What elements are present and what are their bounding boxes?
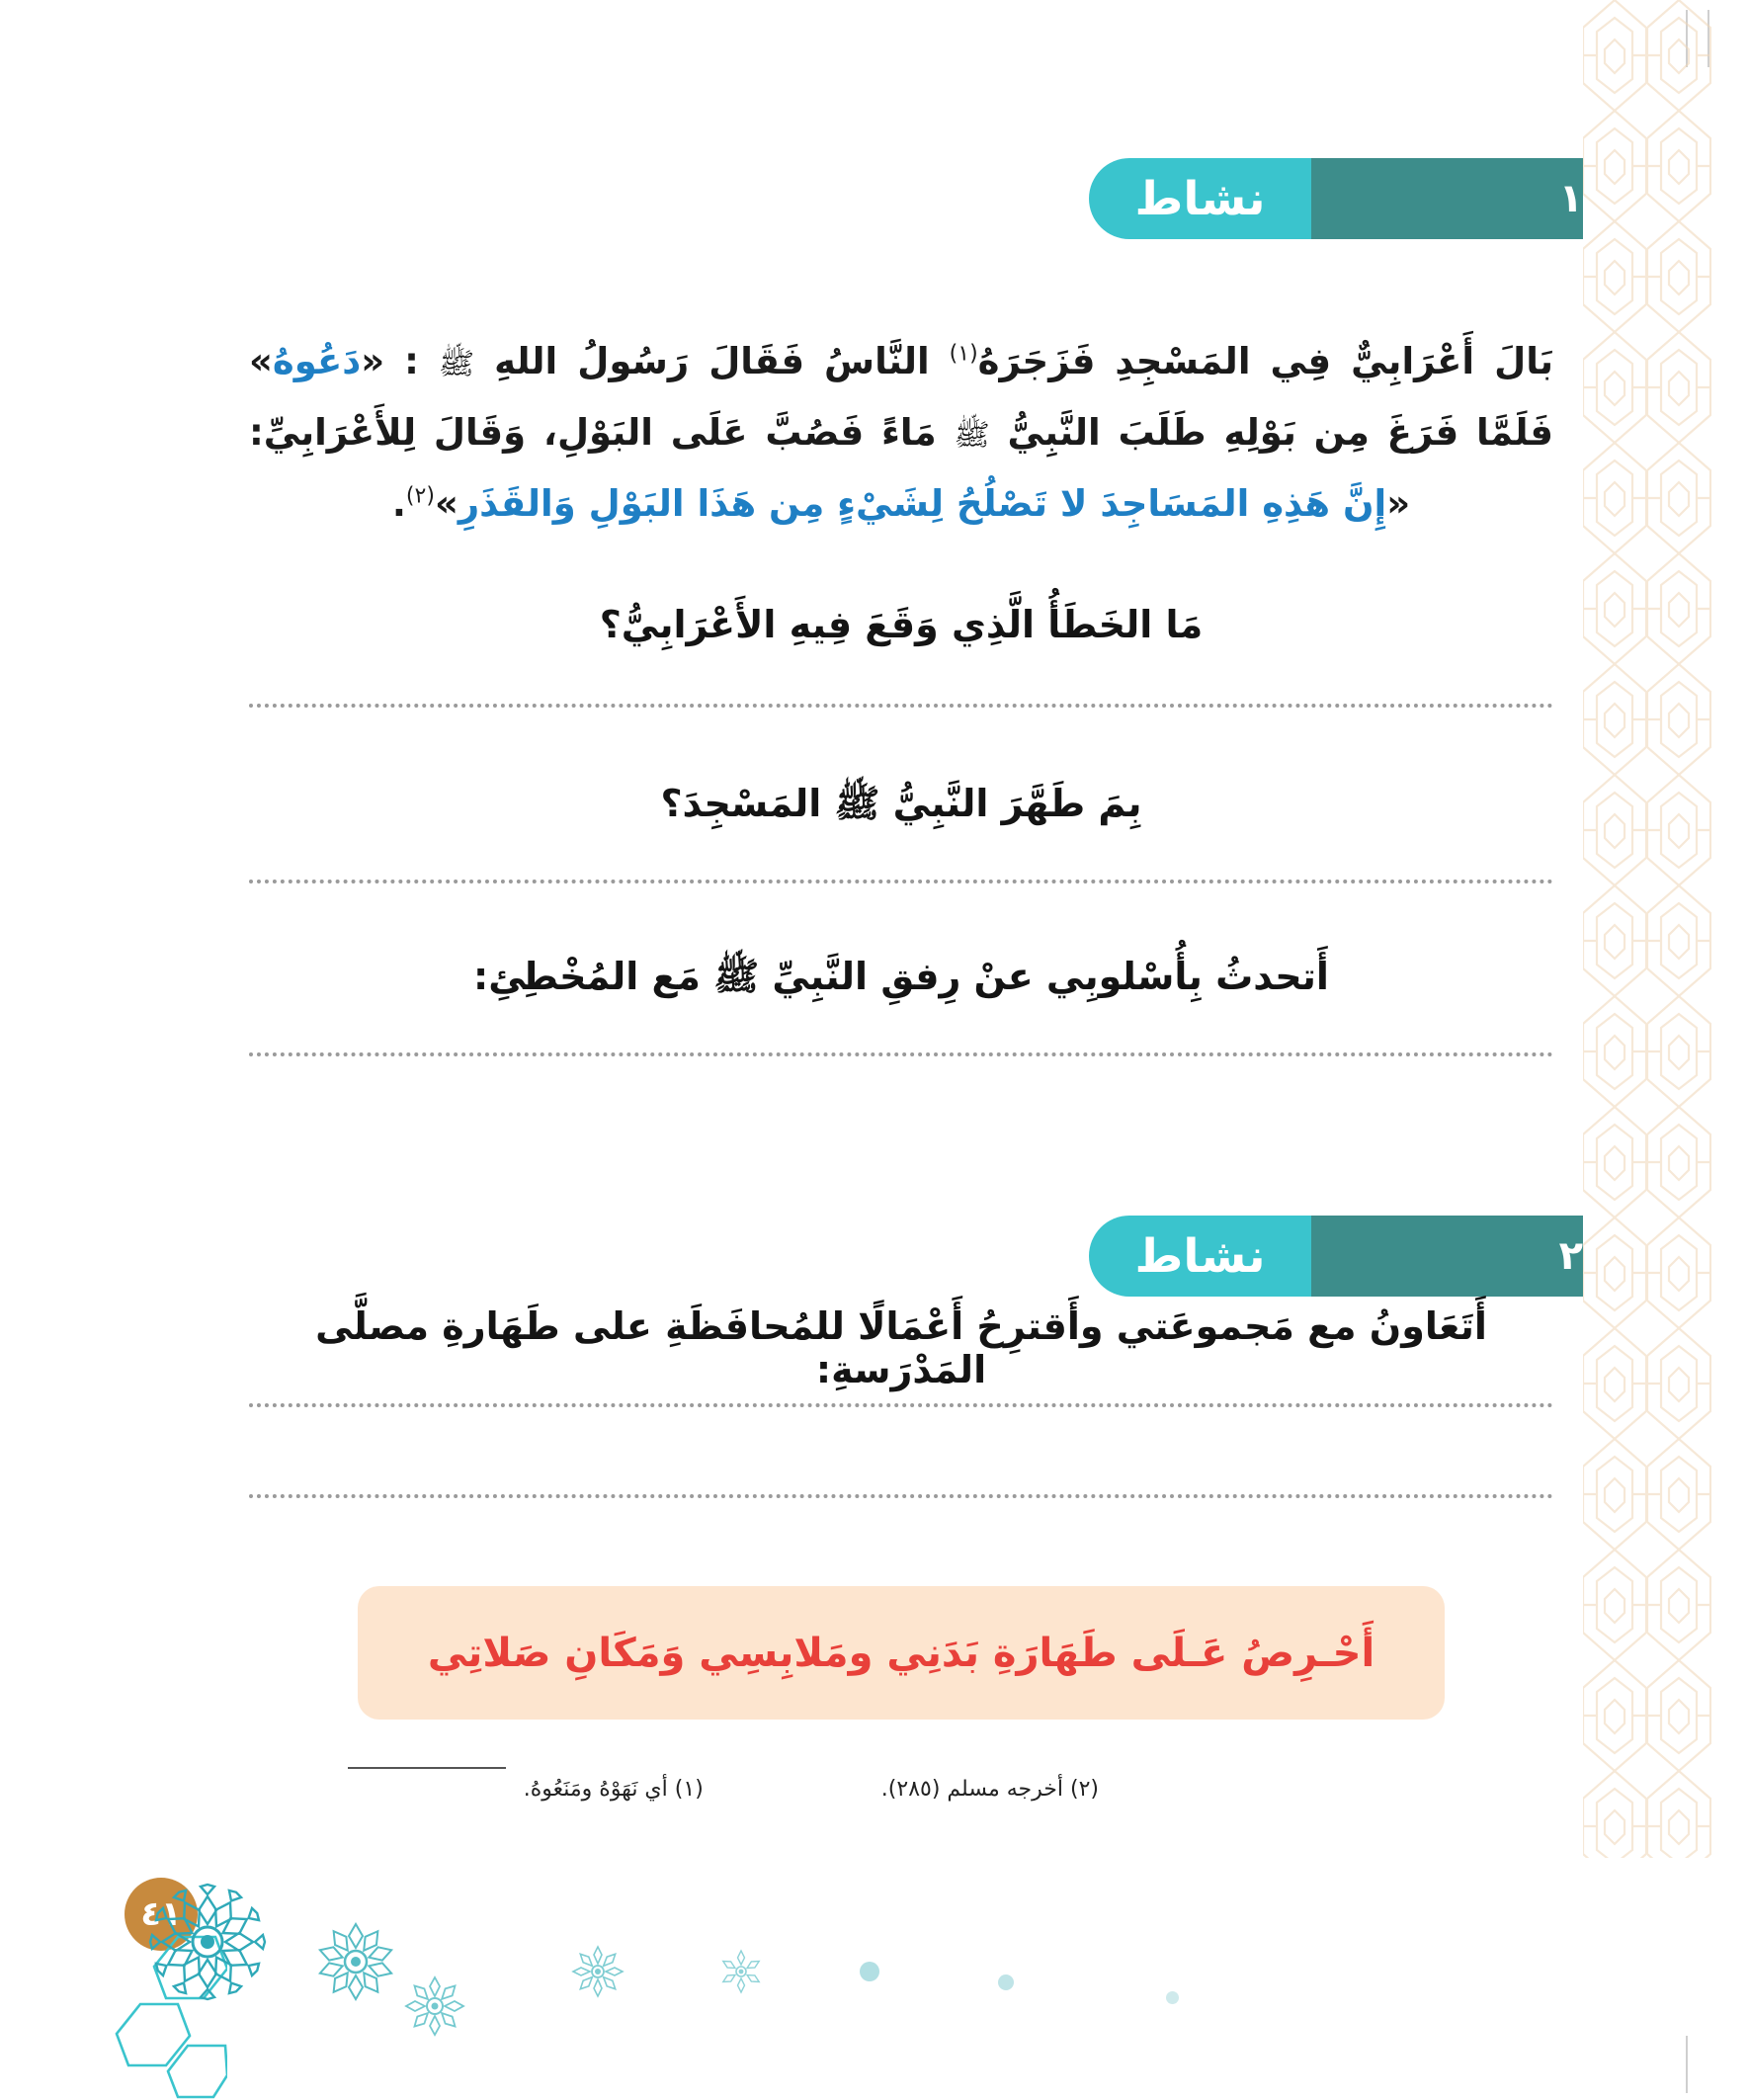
hadith-part-5: مَاءً فَصُبَّ عَلَى البَوْلِ، وَقَالَ لِلأَعْرَابِيِّ: « [249,411,1411,526]
answer-line-3[interactable] [249,1052,1553,1056]
arabesque-border-ornament [1583,0,1711,1858]
activity-2-label: نشاط [1089,1216,1311,1297]
hadith-part-4: » فَلَمَّا فَرَغَ مِن بَوْلِهِ طَلَبَ النَّبِيُّ [249,340,1553,455]
footnote-2-text: أخرجه مسلم (٢٨٥). [880,1777,1063,1802]
hadith-part-3: : « [361,340,439,382]
hadith-part-7: . [391,482,406,526]
hadith-quote-2: إِنَّ هَذِهِ المَسَاجِدَ لا تَصْلُحُ لِشَيْءٍ مِن هَذَا البَوْلِ وَالقَذَرِ [458,482,1387,526]
question-3: أَتحدثُ بِأُسْلوبِي عنْ رِفقِ النَّبِيِّ ﷺ مَع المُخْطِئِ: [473,955,1329,998]
answer-line-1[interactable] [249,704,1553,708]
answer-line-4[interactable] [249,1403,1553,1407]
footnote-2 [881,1777,1099,1802]
value-highlight-box [358,1586,1445,1720]
activity-1-banner [1089,158,1583,239]
question-1: مَا الخَطَأُ الَّذِي وَقَعَ فِيهِ الأَعْرَابِيُّ؟ [599,603,1204,646]
pbuh-glyph-2: ﷺ [954,418,990,454]
geometric-corner-ornament [30,1927,227,2100]
footnote-2-marker: (٢) [1069,1777,1099,1802]
activity-2-prompt: أَتَعَاونُ مع مَجموعَتي وأَقترِحُ أَعْمَالًا للمُحافَظَةِ على طَهَارةِ مصلَّى المَدْرَسةِ: [315,1304,1487,1391]
activity-2-banner [1089,1216,1583,1297]
hadith-part-2: النَّاسُ فَقَالَ رَسُولُ اللهِ [474,340,950,382]
value-highlight-text: أَحْـرِصُ عَـلَى طَهَارَةِ بَدَنِي ومَلابِسِي وَمَكَانِ صَلاتِي [427,1630,1375,1676]
pbuh-glyph-1: ﷺ [438,347,475,381]
footnote-ref-1: (١) [949,341,978,367]
crop-mark-bottom-right [1686,2036,1688,2093]
footnote-1 [524,1777,704,1802]
page-number-badge: ٤١ [125,1878,198,1951]
decorative-dot-1 [998,1974,1014,1990]
footnote-separator [348,1767,506,1769]
answer-line-2[interactable] [249,880,1553,883]
hadith-part-1: بَالَ أَعْرَابِيٌّ فِي المَسْجِدِ فَزَجَرَهُ [977,340,1553,382]
footnote-1-text: أي نَهَوْهُ ومَنَعُوهُ. [523,1777,668,1802]
answer-line-5[interactable] [249,1494,1553,1498]
footnote-area [249,1777,1553,1802]
crop-mark-top-right [1686,10,1688,67]
footnote-1-marker: (١) [674,1777,704,1802]
decorative-dot-2 [1166,1991,1179,2004]
crop-mark-top-left [1707,10,1709,67]
hadith-paragraph [249,326,1553,540]
activity-1-number: ١ [1311,158,1583,239]
footnote-ref-2: (٢) [405,483,435,509]
decorative-dot-3 [860,1962,879,1981]
page-content [205,0,1583,2100]
hadith-part-6: » [434,482,458,526]
question-2: بِمَ طَهَّرَ النَّبِيُّ ﷺ المَسْجِدَ؟ [660,782,1142,825]
activity-2-number: ٢ [1311,1216,1583,1297]
hadith-quote-1: دَعُوهُ [272,340,362,382]
activity-1-label: نشاط [1089,158,1311,239]
